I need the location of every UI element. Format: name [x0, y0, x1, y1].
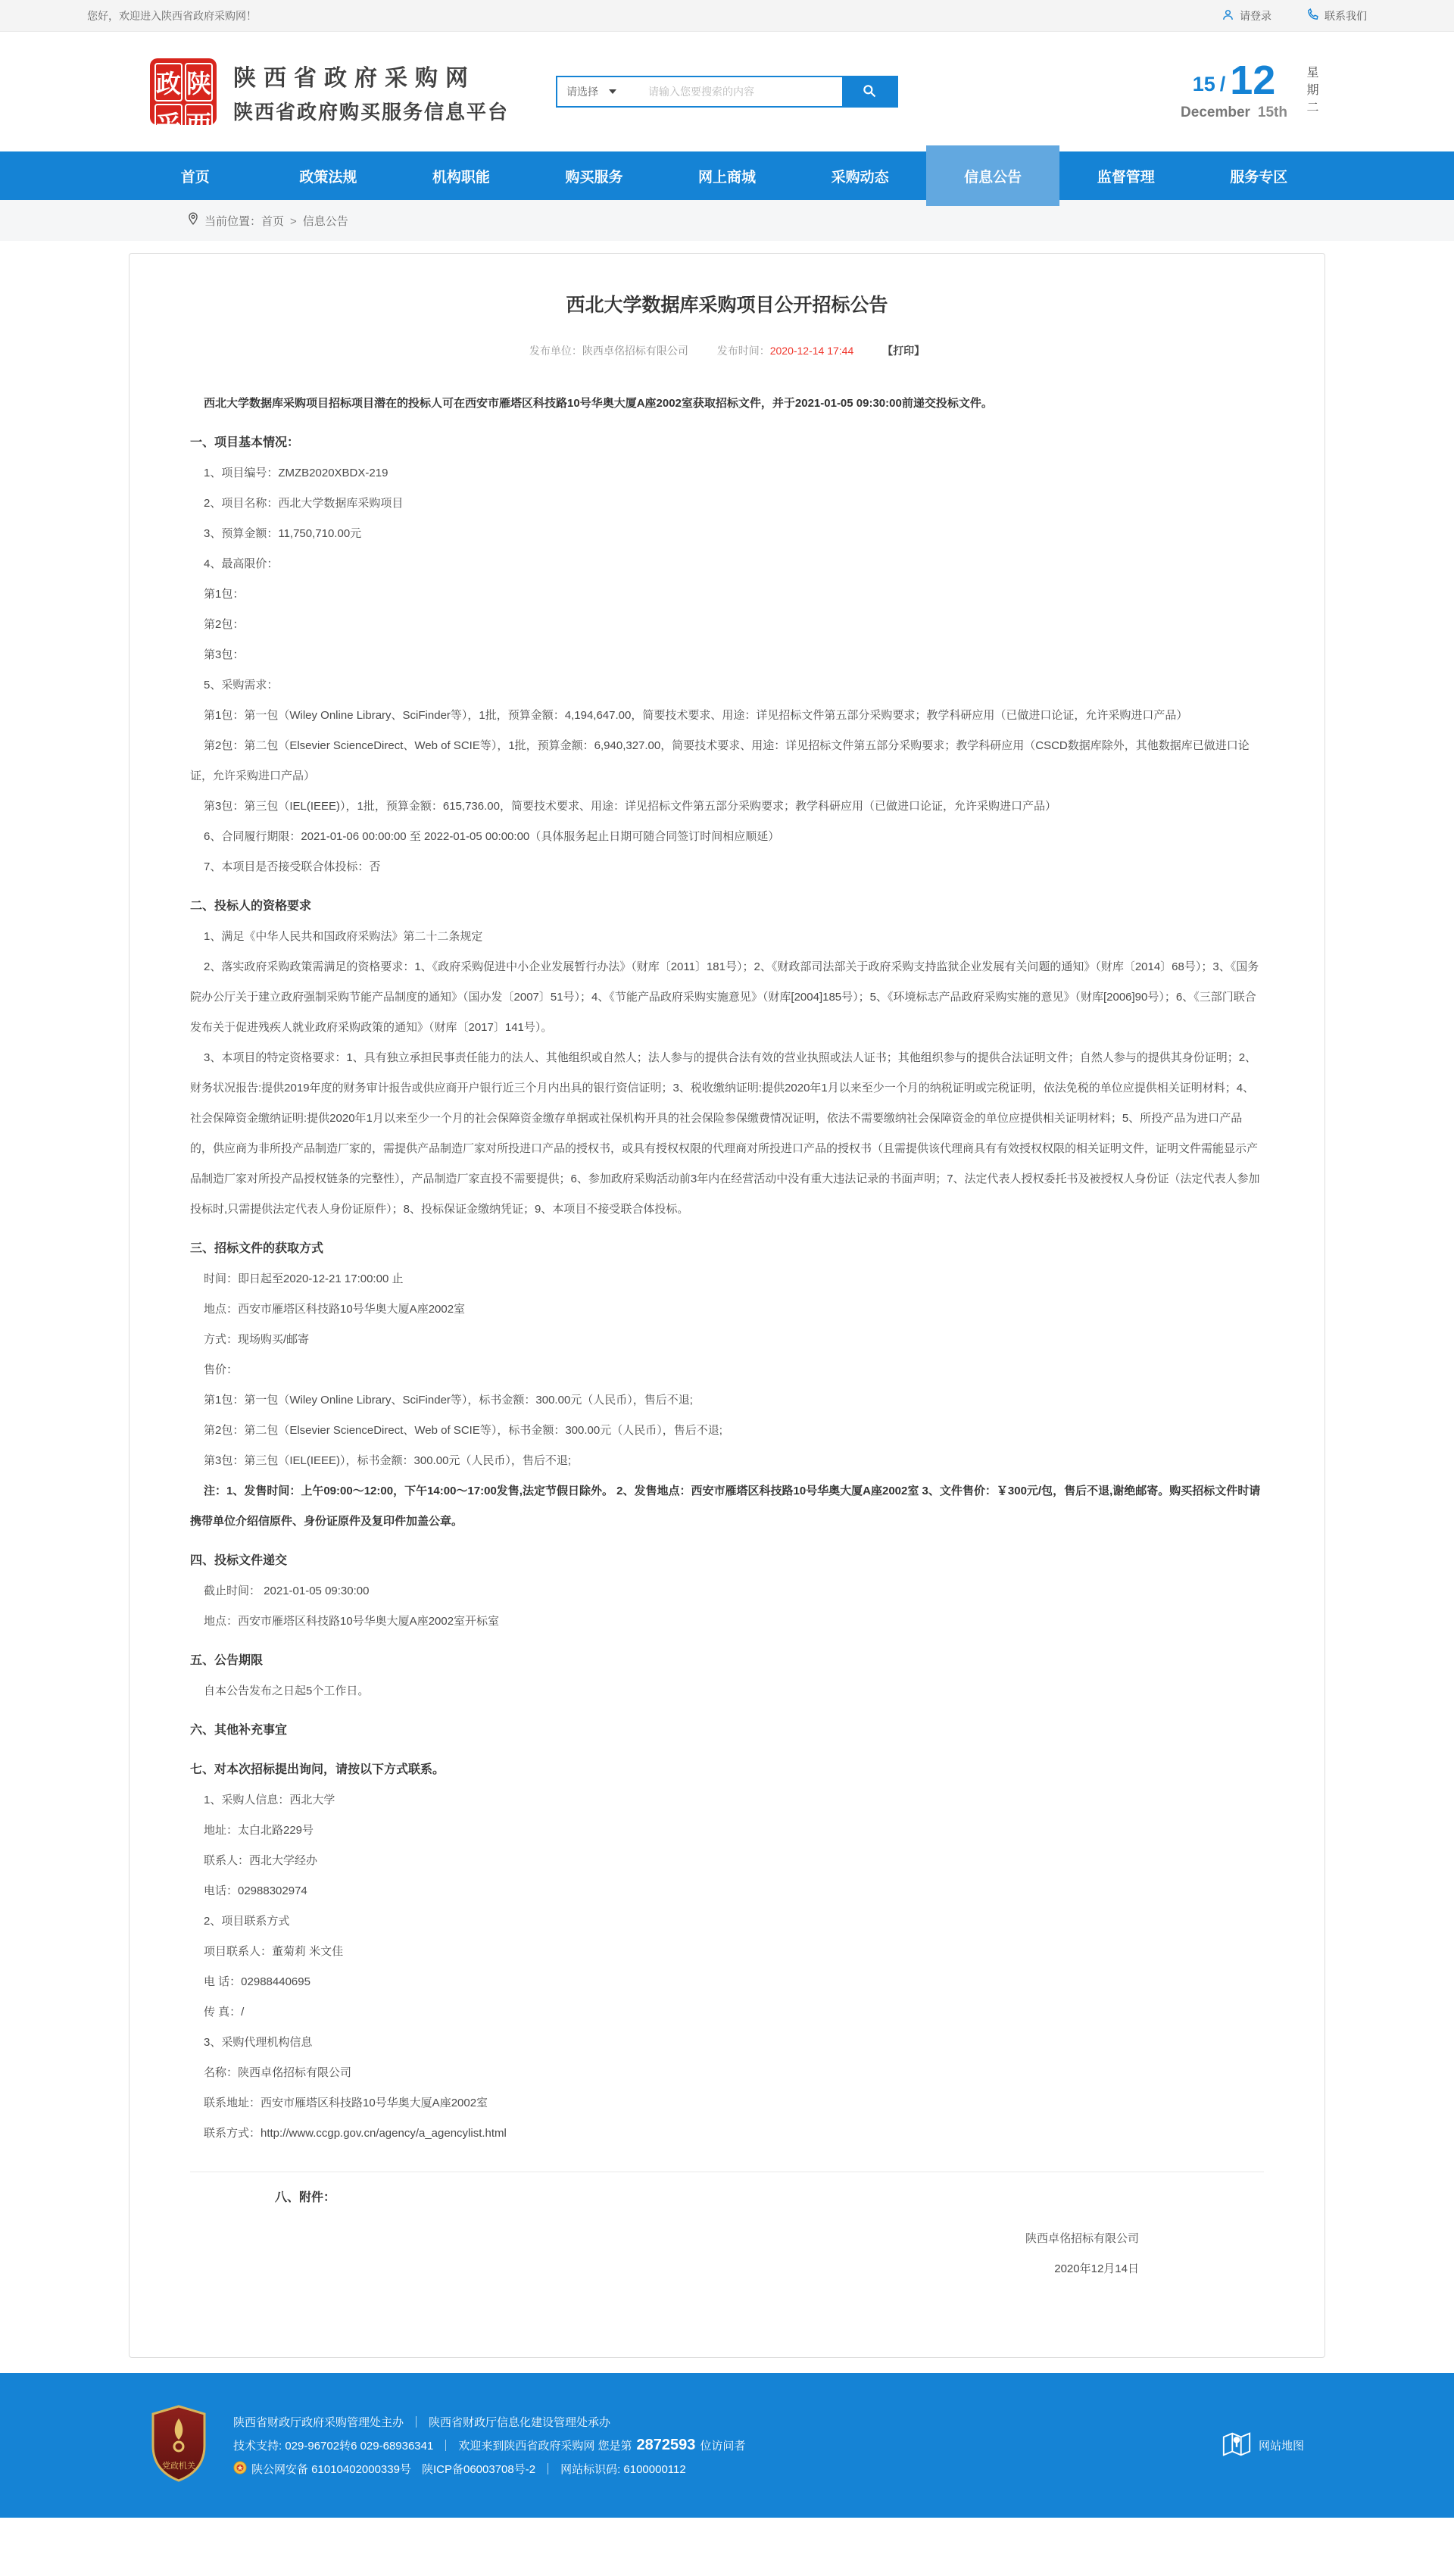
section-heading: 七、对本次招标提出询问，请按以下方式联系。: [190, 1763, 445, 1776]
article-paragraph: 3、本项目的特定资格要求：1、具有独立承担民事责任能力的法人、其他组织或自然人；法人参与的提供合法有效的营业执照或法人证书；其他组织参与的提供合法证明文件；自然人参与的提供其身份证明；2、财务状况报告:提供2019年度的财务审计报告或供应商开户银行近三个月内出具的银行资信证明；3、税收缴纳证明:提供2020年1月以来至少一个月的纳税证明或完税证明，依法免税的单位应提供相关证明材料；4、社会保障资金缴纳证明:提供2020年1月以来至少一个月的社会保障资金缴存单据或社保机构开具的社会保险参保缴费情况证明，依法不需要缴纳社会保障资金的单位应提供相关证明材料；5、所投产品为进口产品的，供应商为非所投产品制造厂家的，需提供产品制造厂家对所投进口产品的授权书，或具有授权权限的代理商对所投进口产品的授权书（且需提供该代理商具有有效授权权限的相关证明文件，证明文件需能显示产品制造厂家对所投产品授权链条的完整性），产品制造厂家直投不需要提供；6、参加政府采购活动前3年内在经营活动中没有重大违法记录的书面声明；7、法定代表人授权委托书及被授权人身份证（法定代表人参加投标时,只需提供法定代表人身份证原件）；8、投标保证金缴纳凭证；9、本项目不接受联合体投标。: [190, 1051, 1260, 1216]
date-month: 12: [1230, 58, 1276, 103]
footer-organizer: 陕西省财政厅政府采购管理处主办: [233, 2415, 404, 2429]
section-heading: 八、附件：: [275, 2191, 336, 2204]
signature-date: 2020年12月14日: [1054, 2262, 1139, 2275]
breadcrumb-label: 当前位置：: [204, 214, 262, 228]
article-paragraph: 4、最高限价：: [204, 557, 279, 570]
nav-item-3[interactable]: 购买服务: [565, 169, 623, 186]
top-bar: [0, 0, 1454, 32]
date-day: 15: [1192, 73, 1215, 95]
chevron-down-icon: [609, 89, 616, 94]
main-nav: [0, 151, 1454, 200]
section-heading: 二、投标人的资格要求: [190, 900, 312, 913]
nav-item-1[interactable]: 政策法规: [299, 169, 357, 186]
icp-beian-link[interactable]: 陕ICP备06003708号-2: [421, 2463, 536, 2476]
article-paragraph: 项目联系人：董菊莉 米文佳: [204, 1945, 344, 1958]
article-paragraph: 传 真：/: [204, 2006, 245, 2019]
article-paragraph: 5、采购需求：: [204, 679, 279, 692]
article-paragraph: 第2包：: [204, 618, 245, 631]
section-heading: 五、公告期限: [190, 1654, 264, 1667]
logo-char: 采: [154, 104, 183, 142]
footer-welcome-suffix: 位访问者: [700, 2439, 746, 2453]
nav-item-8[interactable]: 服务专区: [1230, 169, 1288, 186]
article-paragraph: 7、本项目是否接受联合体投标：否: [204, 860, 381, 873]
search-input[interactable]: [642, 77, 842, 106]
site-title: 陕西省政府采购网: [233, 65, 476, 91]
article-paragraph: 2、落实政府采购政策需满足的资格要求：1、《政府采购促进中小企业发展暂行办法》（财库〔2011〕181号）；2、《财政部司法部关于政府采购支持监狱企业发展有关问题的通知》（财库〔2014〕68号）；3、《国务院办公厅关于建立政府强制采购节能产品制度的通知》（国办发〔2007〕51号）；4、《节能产品政府采购实施意见》（财库[2004]185号）；5、《环境标志产品政府采购实施的意见》（财库[2006]90号）；6、《三部门联合发布关于促进残疾人就业政府采购政策的通知》（财库〔2017〕141号）。: [190, 960, 1259, 1034]
article-paragraph: 第3包：第三包（IEL(IEEE)），标书金额：300.00元（人民币），售后不退;: [204, 1454, 572, 1467]
footer-support: 技术支持: 029-96702转6 029-68936341: [233, 2439, 434, 2453]
phone-icon: [1306, 8, 1319, 23]
article-paragraph: 第3包：第三包（IEL(IEEE)），1批，预算金额：615,736.00，简要技术要求、用途：详见招标文件第五部分采购要求；教学科研应用（已做进口论证，允许采购进口产品）: [204, 800, 1056, 813]
login-label: 请登录: [1240, 9, 1271, 22]
logo-char: 政: [154, 63, 183, 101]
article-paragraph: 时间：即日起至2020-12-21 17:00:00 止: [204, 1272, 404, 1285]
logo-char: 西: [185, 104, 213, 142]
article-paragraph: 联系人：西北大学经办: [204, 1854, 318, 1867]
contact-label: 联系我们: [1325, 9, 1367, 22]
site-header: [0, 32, 1454, 151]
article-paragraph: 地点：西安市雁塔区科技路10号华奥大厦A座2002室开标室: [204, 1615, 500, 1628]
breadcrumb-bar: [0, 200, 1454, 241]
article-paragraph: 第1包：: [204, 588, 245, 601]
visitor-count: 2872593: [636, 2436, 696, 2453]
publish-time-label: 发布时间：: [716, 345, 770, 357]
breadcrumb-separator: >: [290, 214, 297, 228]
date-widget: [1181, 58, 1318, 121]
section-heading: 一、项目基本情况：: [190, 436, 300, 449]
nav-item-2[interactable]: 机构职能: [432, 169, 490, 186]
search-category-select[interactable]: [557, 77, 642, 106]
search-select-label: 请选择: [566, 86, 599, 98]
date-weekday: 星期二: [1305, 65, 1318, 118]
article-paragraph: 注：1、发售时间：上午09:00～12:00，下午14:00～17:00发售,法定节假日除外。 2、发售地点：西安市雁塔区科技路10号华奥大厦A座2002室 3、文件售价：￥300元/包，售后不退,谢绝邮寄。购买招标文件时请携带单位介绍信原件、身份证原件及复印件加盖公章。: [190, 1485, 1261, 1528]
breadcrumb-home[interactable]: 首页: [261, 214, 285, 228]
sitemap-button[interactable]: [1221, 2428, 1304, 2463]
page-title: 西北大学数据库采购项目公开招标公告: [566, 295, 888, 316]
print-button[interactable]: 【打印】: [882, 345, 925, 357]
announcement-article: [129, 253, 1325, 2358]
article-paragraph: 联系方式：http://www.ccgp.gov.cn/agency/a_agencylist.html: [204, 2127, 507, 2140]
article-paragraph: 2、项目名称：西北大学数据库采购项目: [204, 497, 404, 510]
location-pin-icon: [188, 212, 204, 229]
article-paragraph: 方式：现场购买/邮寄: [204, 1333, 310, 1346]
article-signature: [190, 2224, 1264, 2284]
divider: [416, 2416, 417, 2428]
article-paragraph: 第2包：第二包（Elsevier ScienceDirect、Web of SCIE等），1批，预算金额：6,940,327.00，简要技术要求、用途：详见招标文件第五部分采购要求；教学科研应用（CSCD数据库除外，其他数据库已做进口论证，允许采购进口产品）: [190, 739, 1250, 782]
article-paragraph: 第1包：第一包（Wiley Online Library、SciFinder等），标书金额：300.00元（人民币），售后不退;: [204, 1394, 693, 1407]
signature-company: 陕西卓佲招标有限公司: [1025, 2232, 1139, 2245]
nav-item-0[interactable]: 首页: [180, 169, 210, 186]
police-badge-icon: [233, 2461, 247, 2478]
article-paragraph: 第3包：: [204, 648, 245, 661]
article-paragraph: 第1包：第一包（Wiley Online Library、SciFinder等），1批，预算金额：4,194,647.00，简要技术要求、用途：详见招标文件第五部分采购要求；教学科研应用（已做进口论证，允许采购进口产品）: [204, 709, 1188, 722]
publisher-value: 陕西卓佲招标有限公司: [582, 345, 688, 357]
footer-beian-row: [233, 2461, 745, 2478]
search-bar: [556, 76, 898, 108]
sitemap-label: 网站地图: [1258, 2440, 1304, 2453]
article-paragraph: 3、预算金额：11,750,710.00元: [204, 527, 362, 540]
site-footer: [0, 2373, 1454, 2518]
article-body: [190, 389, 1264, 2213]
article-paragraph: 联系地址：西安市雁塔区科技路10号华奥大厦A座2002室: [204, 2097, 488, 2109]
search-icon: [862, 83, 877, 101]
search-button[interactable]: [842, 77, 897, 106]
article-paragraph: 6、合同履行期限：2021-01-06 00:00:00 至 2022-01-05 00:00:00（具体服务起止日期可随合同签订时间相应顺延）: [204, 830, 780, 843]
article-paragraph: 第2包：第二包（Elsevier ScienceDirect、Web of SCIE等），标书金额：300.00元（人民币），售后不退;: [204, 1424, 722, 1437]
government-emblem: [150, 2405, 207, 2486]
logo-char: 陕: [185, 63, 213, 101]
nav-item-7[interactable]: 监督管理: [1097, 169, 1155, 186]
publisher-label: 发布单位：: [529, 345, 582, 357]
breadcrumb: [204, 213, 348, 229]
article-paragraph: 3、采购代理机构信息: [204, 2036, 313, 2049]
article-paragraph: 2、项目联系方式: [204, 1915, 290, 1928]
article-meta: [190, 343, 1264, 358]
section-heading: 六、其他补充事宜: [190, 1724, 288, 1737]
article-paragraph: 名称：陕西卓佲招标有限公司: [204, 2066, 352, 2079]
article-paragraph: 自本公告发布之日起5个工作日。: [204, 1685, 370, 1697]
article-paragraph: 地址：太白北路229号: [204, 1824, 314, 1837]
divider: [445, 2440, 446, 2451]
article-paragraph: 电话：02988302974: [204, 1884, 307, 1897]
nav-item-5[interactable]: 采购动态: [831, 169, 889, 186]
emblem-text: 党政机关: [162, 2462, 195, 2471]
contact-button[interactable]: [1306, 8, 1367, 23]
site-logo: [150, 58, 217, 139]
article-paragraph: 截止时间： 2021-01-05 09:30:00: [204, 1585, 370, 1597]
user-icon: [1222, 8, 1234, 23]
footer-welcome-prefix: 欢迎来到陕西省政府采购网 您是第: [458, 2439, 632, 2453]
section-heading: 三、招标文件的获取方式: [190, 1242, 324, 1255]
article-paragraph: 1、满足《中华人民共和国政府采购法》第二十二条规定: [204, 930, 483, 943]
article-paragraph: 1、采购人信息：西北大学: [204, 1794, 335, 1806]
login-button[interactable]: [1222, 8, 1271, 23]
gongan-beian-link[interactable]: 陕公网安备 61010402000339号: [251, 2463, 411, 2476]
date-separator: /: [1219, 73, 1226, 95]
article-paragraph: 地点：西安市雁塔区科技路10号华奥大厦A座2002室: [204, 1303, 466, 1316]
article-paragraph: 西北大学数据库采购项目招标项目潜在的投标人可在西安市雁塔区科技路10号华奥大厦A座2002室获取招标文件，并于2021-01-05 09:30:00前递交投标文件。: [204, 397, 993, 410]
nav-item-6[interactable]: 信息公告: [926, 145, 1059, 206]
breadcrumb-current: 信息公告: [302, 214, 348, 228]
footer-support-row: [233, 2437, 745, 2454]
section-heading: 四、投标文件递交: [190, 1554, 288, 1567]
footer-organizer-row: [233, 2414, 745, 2430]
article-paragraph: 售价：: [204, 1363, 239, 1376]
sitemap-icon: [1221, 2428, 1253, 2463]
site-subtitle: 陕西省政府购买服务信息平台: [233, 100, 510, 123]
footer-co-organizer: 陕西省财政厅信息化建设管理处承办: [429, 2415, 611, 2429]
nav-item-4[interactable]: 网上商城: [698, 169, 757, 186]
publish-time-value: 2020-12-14 17:44: [769, 345, 854, 357]
article-paragraph: 1、项目编号：ZMZB2020XBDX-219: [204, 467, 388, 479]
date-month-name: December: [1181, 105, 1250, 120]
article-paragraph: 电 话：02988440695: [204, 1975, 310, 1988]
date-ordinal: 15th: [1257, 105, 1287, 120]
site-code: 网站标识码: 6100000112: [560, 2463, 686, 2476]
welcome-text: 您好，欢迎进入陕西省政府采购网！: [87, 9, 257, 22]
